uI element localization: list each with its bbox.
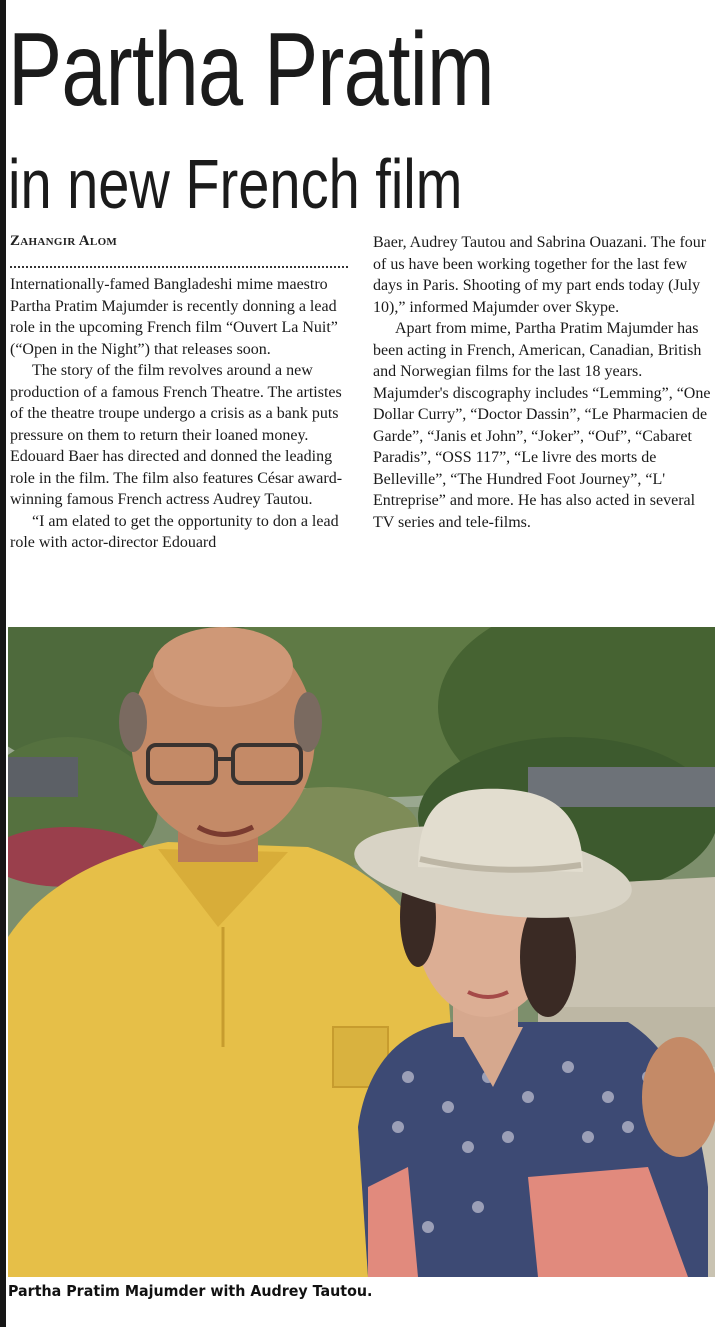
byline-divider: [10, 266, 348, 268]
photo-caption: Partha Pratim Majumder with Audrey Tautou.: [8, 1282, 373, 1300]
article-column-left: [10, 274, 352, 554]
page-edge-bar: [0, 0, 6, 1327]
article-photo: [8, 627, 715, 1277]
paragraph: Internationally-famed Bangladeshi mime maestro Partha Pratim Majumder is recently donning a lead role in the upcoming French film “Ouvert La Nuit” (“Open in the Night”) that releases soon.: [10, 276, 338, 358]
headline-main: Partha Pratim: [8, 12, 494, 128]
paragraph: Apart from mime, Partha Pratim Majumder has been acting in French, American, Canadian, British and Norwegian films for the last 18 years. Majumder's discography includes “Lemming”, “One Dollar Curry”, “Doctor Dassin”, “Le Pharmacien de Garde”, “Janis et John”, “Joker”, “Ouf”, “Cabaret Paradis”, “OSS 117”, “Le livre des morts de Belleville”, “The Hundred Foot Journey”, “L' Entreprise” and more. He has also acted in several TV series and tele-films.: [373, 320, 711, 531]
byline: Zahangir Alom: [10, 233, 118, 249]
paragraph: The story of the film revolves around a new production of a famous French Theatre. The artistes of the theatre troupe undergo a crisis as a bank puts pressure on them to return their loaned money. Edouard Baer has directed and donned the leading role in the film. The film also features César award-winning famous French actress Audrey Tautou.: [10, 362, 343, 508]
article-column-right: [373, 232, 711, 533]
headline-sub: in new French film: [8, 145, 463, 223]
paragraph: “I am elated to get the opportunity to don a lead role with actor-director Edouard: [10, 512, 339, 551]
paragraph: Baer, Audrey Tautou and Sabrina Ouazani. The four of us have been working together for the last few days in Paris. Shooting of my part ends today (July 10),” informed Majumder over Skype.: [373, 234, 707, 316]
